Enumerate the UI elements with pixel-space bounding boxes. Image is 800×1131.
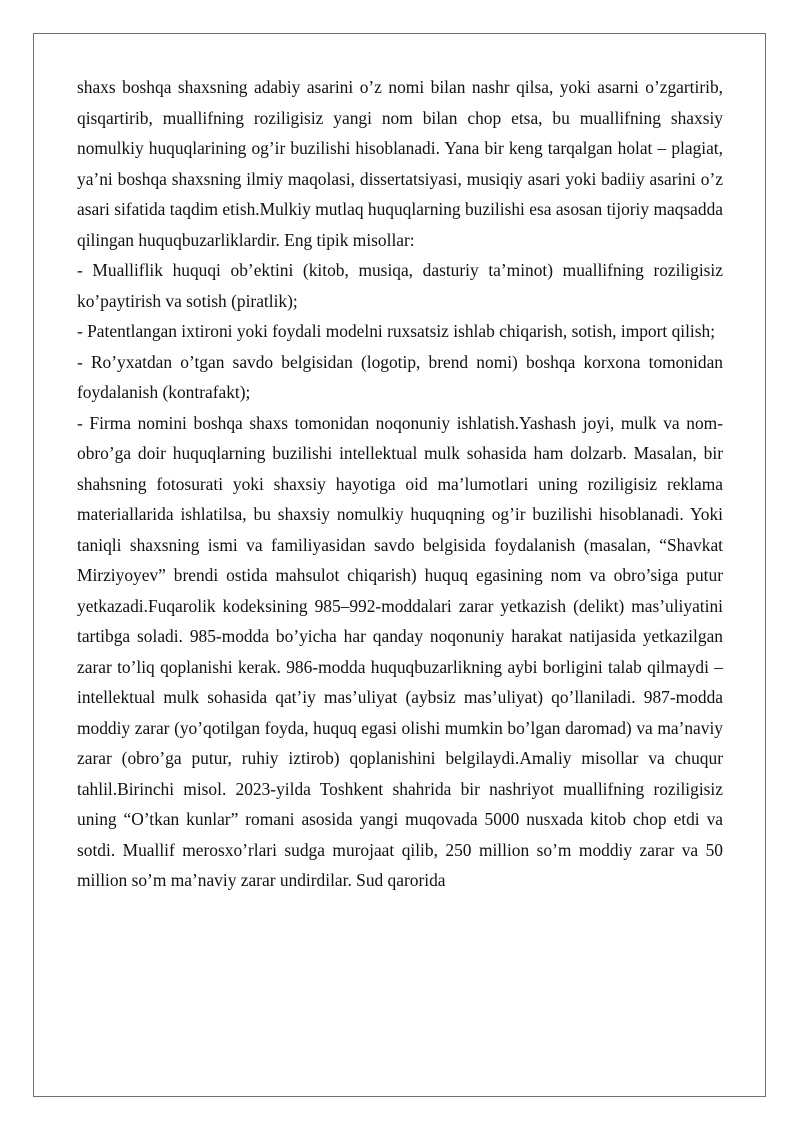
- document-body: [77, 72, 723, 896]
- list-item-trademark: - Ro’yxatdan o’tgan savdo belgisidan (logotip, brend nomi) boshqa korxona tomonidan foydalanish (kontrafakt);: [77, 351, 723, 402]
- list-item-piracy: - Mualliflik huquqi ob’ektini (kitob, musiqa, dasturiy ta’minot) muallifning roziligisiz ko’paytirish va sotish (piratlik);: [77, 260, 723, 311]
- paragraph-intro: shaxs boshqa shaxsning adabiy asarini o’z nomi bilan nashr qilsa, yoki asarni o’zgartirib, qisqartirib, muallifning roziligisiz yangi nom bilan chop etsa, bu muallifning shaxsiy nomulkiy huquqlarining og’ir buzilishi hisoblanadi. Yana bir keng tarqalgan holat – plagiat, ya’ni boshqa shaxsning ilmiy maqolasi, dissertatsiyasi, musiqiy asari yoki badiiy asarini o’z asari sifatida taqdim etish.Mulkiy mutlaq huquqlarning buzilishi esa asosan tijoriy maqsadda qilingan huquqbuzarliklardir. Eng tipik misollar:: [77, 77, 723, 250]
- list-item-patent: - Patentlangan ixtironi yoki foydali modelni ruxsatsiz ishlab chiqarish, sotish, import qilish;: [77, 321, 716, 341]
- list-item-firm-name: - Firma nomini boshqa shaxs tomonidan noqonuniy ishlatish.Yashash joyi, mulk va nom-obro’ga doir huquqlarning buzilishi intellektual mulk sohasida ham dolzarb. Masalan, bir shahsning fotosurati yoki shaxsiy hayotiga oid ma’lumotlari uning roziligisiz reklama materiallarida ishlatilsa, bu shaxsiy nomulkiy huquqning og’ir buzilishi hisoblanadi. Yoki taniqli shaxsning ismi va familiyasidan savdo belgisida foydalanish (masalan, “Shavkat Mirziyoyev” brendi ostida mahsulot chiqarish) huquq egasining nom va obro’siga putur yetkazadi.Fuqarolik kodeksining 985–992-moddalari zarar yetkazish (delikt) mas’uliyatini tartibga soladi. 985-modda bo’yicha har qanday noqonuniy harakat natijasida yetkazilgan zarar to’liq qoplanishi kerak. 986-modda huquqbuzarlikning aybi borligini talab qilmaydi – intellektual mulk sohasida qat’iy mas’uliyat (aybsiz mas’uliyat) qo’llaniladi. 987-modda moddiy zarar (yo’qotilgan foyda, huquq egasi olishi mumkin bo’lgan daromad) va ma’naviy zarar (obro’ga putur, ruhiy iztirob) qoplanishini belgilaydi.Amaliy misollar va chuqur tahlil.Birinchi misol. 2023-yilda Toshkent shahrida bir nashriyot muallifning roziligisiz uning “O’tkan kunlar” romani asosida yangi muqovada 5000 nusxada kitob chop etdi va sotdi. Muallif merosxo’rlari sudga murojaat qilib, 250 million so’m moddiy zarar va 50 million so’m ma’naviy zarar undirdilar. Sud qarorida: [77, 412, 723, 890]
